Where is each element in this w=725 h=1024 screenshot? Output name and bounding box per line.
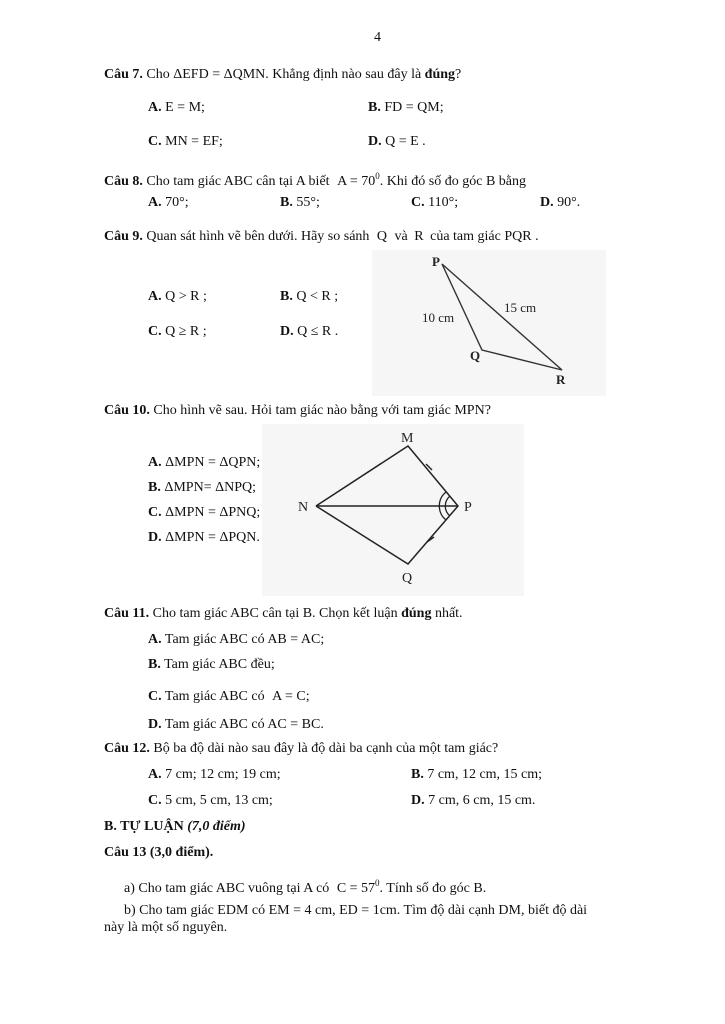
option-text: Tam giác ABC có AB = AC; [164, 632, 325, 647]
q13-part-b-line1: b) Cho tam giác EDM có EM = 4 cm, ED = 1cm. Tìm độ dài cạnh DM, biết độ dài [124, 903, 588, 918]
section-b-heading [104, 818, 246, 836]
option-text: ΔMPN= ΔNPQ; [164, 480, 256, 495]
q8-option-a[interactable] [148, 194, 189, 212]
q12-stem [104, 740, 498, 758]
option-label: C. [148, 134, 162, 149]
option-label: A. [148, 455, 162, 470]
vertex-m-label: M [401, 431, 414, 446]
side-pq-label: 10 cm [422, 310, 455, 325]
q9-text-post: của tam giác PQR . [430, 229, 539, 244]
option-text: E = M; [165, 100, 205, 115]
q10-stem [104, 402, 491, 420]
q9-label: Câu 9. [104, 229, 143, 244]
option-text: Q ≥ R ; [165, 324, 207, 339]
option-text: Q = E . [385, 134, 426, 149]
option-text: ΔMPN = ΔPNQ; [165, 505, 261, 520]
q11-option-b[interactable] [148, 656, 275, 674]
section-b-title: B. TỰ LUẬN [104, 819, 184, 834]
q8-label: Câu 8. [104, 174, 143, 189]
option-text: 55°; [296, 195, 320, 210]
option-text: 110°; [428, 195, 459, 210]
q10-option-c[interactable] [148, 504, 260, 522]
q9-option-d[interactable] [280, 323, 338, 341]
q8-text-post: . Khi đó số đo góc B bằng [379, 174, 527, 189]
option-text: FD = QM; [384, 100, 444, 115]
q13-a-degree: 0 [375, 878, 380, 888]
q13-a-angle: C = 57 [336, 881, 376, 896]
q7-label: Câu 7. [104, 67, 143, 82]
q7-stem [104, 66, 461, 84]
q8-option-c[interactable] [411, 194, 458, 212]
q11-text: Cho tam giác ABC cân tại B. Chọn kết luận [152, 606, 398, 621]
q9-option-c[interactable] [148, 323, 207, 341]
vertex-n-label: N [298, 500, 309, 515]
option-label: A. [148, 100, 162, 115]
q10-text: Cho hình vẽ sau. Hỏi tam giác nào bằng với tam giác MPN? [153, 403, 491, 418]
option-label: C. [411, 195, 425, 210]
q7-option-b[interactable] [368, 99, 444, 117]
q10-label: Câu 10. [104, 403, 150, 418]
option-text: 70°; [165, 195, 189, 210]
option-text: 90°. [557, 195, 581, 210]
q7-option-a[interactable] [148, 99, 205, 117]
option-text: ΔMPN = ΔPQN. [165, 530, 260, 545]
option-text: Tam giác ABC có AC = BC. [164, 717, 324, 732]
option-label: A. [148, 767, 162, 782]
q12-option-a[interactable] [148, 766, 281, 784]
vertex-p-label: P [432, 254, 440, 269]
q13-label-text: Câu 13 (3,0 điểm). [104, 845, 214, 860]
section-b-points: (7,0 điểm) [187, 819, 246, 834]
q9-angle-q: Q [376, 229, 388, 244]
option-label: D. [148, 530, 162, 545]
q12-option-d[interactable] [411, 792, 535, 810]
q7-text: Cho ΔEFD = ΔQMN. Khẳng định nào sau đây là [146, 67, 422, 82]
q11-stem [104, 605, 463, 623]
option-label: D. [368, 134, 382, 149]
vertex-p-label: P [464, 500, 472, 515]
q13-part-a [124, 874, 486, 898]
option-text: Q ≤ R . [297, 324, 339, 339]
option-label: B. [148, 480, 161, 495]
q9-stem [104, 228, 539, 246]
q8-angle: A = 70 [337, 174, 376, 189]
option-label: C. [148, 793, 162, 808]
q8-stem [104, 167, 526, 191]
q12-text: Bộ ba độ dài nào sau đây là độ dài ba cạnh của một tam giác? [153, 741, 499, 756]
q10-option-a[interactable] [148, 454, 260, 472]
q10-option-d[interactable] [148, 529, 260, 547]
option-text: Q > R ; [165, 289, 207, 304]
option-label: D. [411, 793, 425, 808]
option-text: 7 cm, 12 cm, 15 cm; [427, 767, 543, 782]
option-text: 7 cm; 12 cm; 19 cm; [165, 767, 281, 782]
option-label: C. [148, 689, 162, 704]
q12-option-c[interactable] [148, 792, 273, 810]
option-text: Q < R ; [296, 289, 339, 304]
q13-a-text-pre: a) Cho tam giác ABC vuông tại A có [124, 881, 330, 896]
q10-option-b[interactable] [148, 479, 256, 497]
q11-label: Câu 11. [104, 606, 150, 621]
q7-option-d[interactable] [368, 133, 426, 151]
q9-text-pre: Quan sát hình vẽ bên dưới. Hãy so sánh [146, 229, 370, 244]
q7-emph: đúng [424, 67, 456, 82]
triangle-pqr-figure [372, 250, 606, 396]
kite-mnpq-figure [262, 424, 524, 596]
q11-option-d[interactable] [148, 716, 324, 734]
option-label: B. [280, 289, 293, 304]
q11-end: nhất. [434, 606, 463, 621]
option-text: 7 cm, 6 cm, 15 cm. [428, 793, 536, 808]
q9-option-a[interactable] [148, 288, 207, 306]
option-label: B. [280, 195, 293, 210]
q13-a-text-post: . Tính số đo góc B. [379, 881, 487, 896]
q9-angle-r: R [414, 229, 424, 244]
q13-label [104, 844, 213, 862]
q8-text-pre: Cho tam giác ABC cân tại A biết [146, 174, 330, 189]
option-label: C. [148, 324, 162, 339]
option-label: D. [148, 717, 162, 732]
q8-option-b[interactable] [280, 194, 320, 212]
q12-option-b[interactable] [411, 766, 542, 784]
option-label: A. [148, 289, 162, 304]
q7-option-c[interactable] [148, 133, 223, 151]
figure-background [372, 250, 606, 396]
option-label: A. [148, 195, 162, 210]
q9-and: và [394, 229, 408, 244]
option-text: Tam giác ABC có [164, 689, 265, 704]
q12-label: Câu 12. [104, 741, 150, 756]
option-label: D. [280, 324, 294, 339]
option-label: A. [148, 632, 162, 647]
q8-degree: 0 [375, 171, 380, 181]
q13-part-b-line2: này là một số nguyên. [104, 920, 228, 935]
option-label: B. [368, 100, 381, 115]
option-label: B. [411, 767, 424, 782]
vertex-q-label: Q [470, 348, 481, 363]
option-angle-text: A = C [272, 689, 306, 704]
q11-option-c[interactable] [148, 688, 310, 706]
page-number: 4 [374, 30, 381, 45]
option-label: B. [148, 657, 161, 672]
option-label: D. [540, 195, 554, 210]
q9-option-b[interactable] [280, 288, 338, 306]
q8-option-d[interactable] [540, 194, 580, 212]
vertex-q-label: Q [402, 571, 413, 586]
vertex-r-label: R [556, 372, 566, 387]
option-label: C. [148, 505, 162, 520]
q7-end: ? [455, 67, 462, 82]
q11-option-a[interactable] [148, 631, 324, 649]
q11-emph: đúng [401, 606, 432, 621]
side-pr-label: 15 cm [504, 300, 537, 315]
option-text: Tam giác ABC đều; [164, 657, 275, 672]
option-text: ΔMPN = ΔQPN; [165, 455, 261, 470]
option-text: MN = EF; [165, 134, 223, 149]
option-end: ; [305, 689, 310, 704]
option-text: 5 cm, 5 cm, 13 cm; [165, 793, 273, 808]
